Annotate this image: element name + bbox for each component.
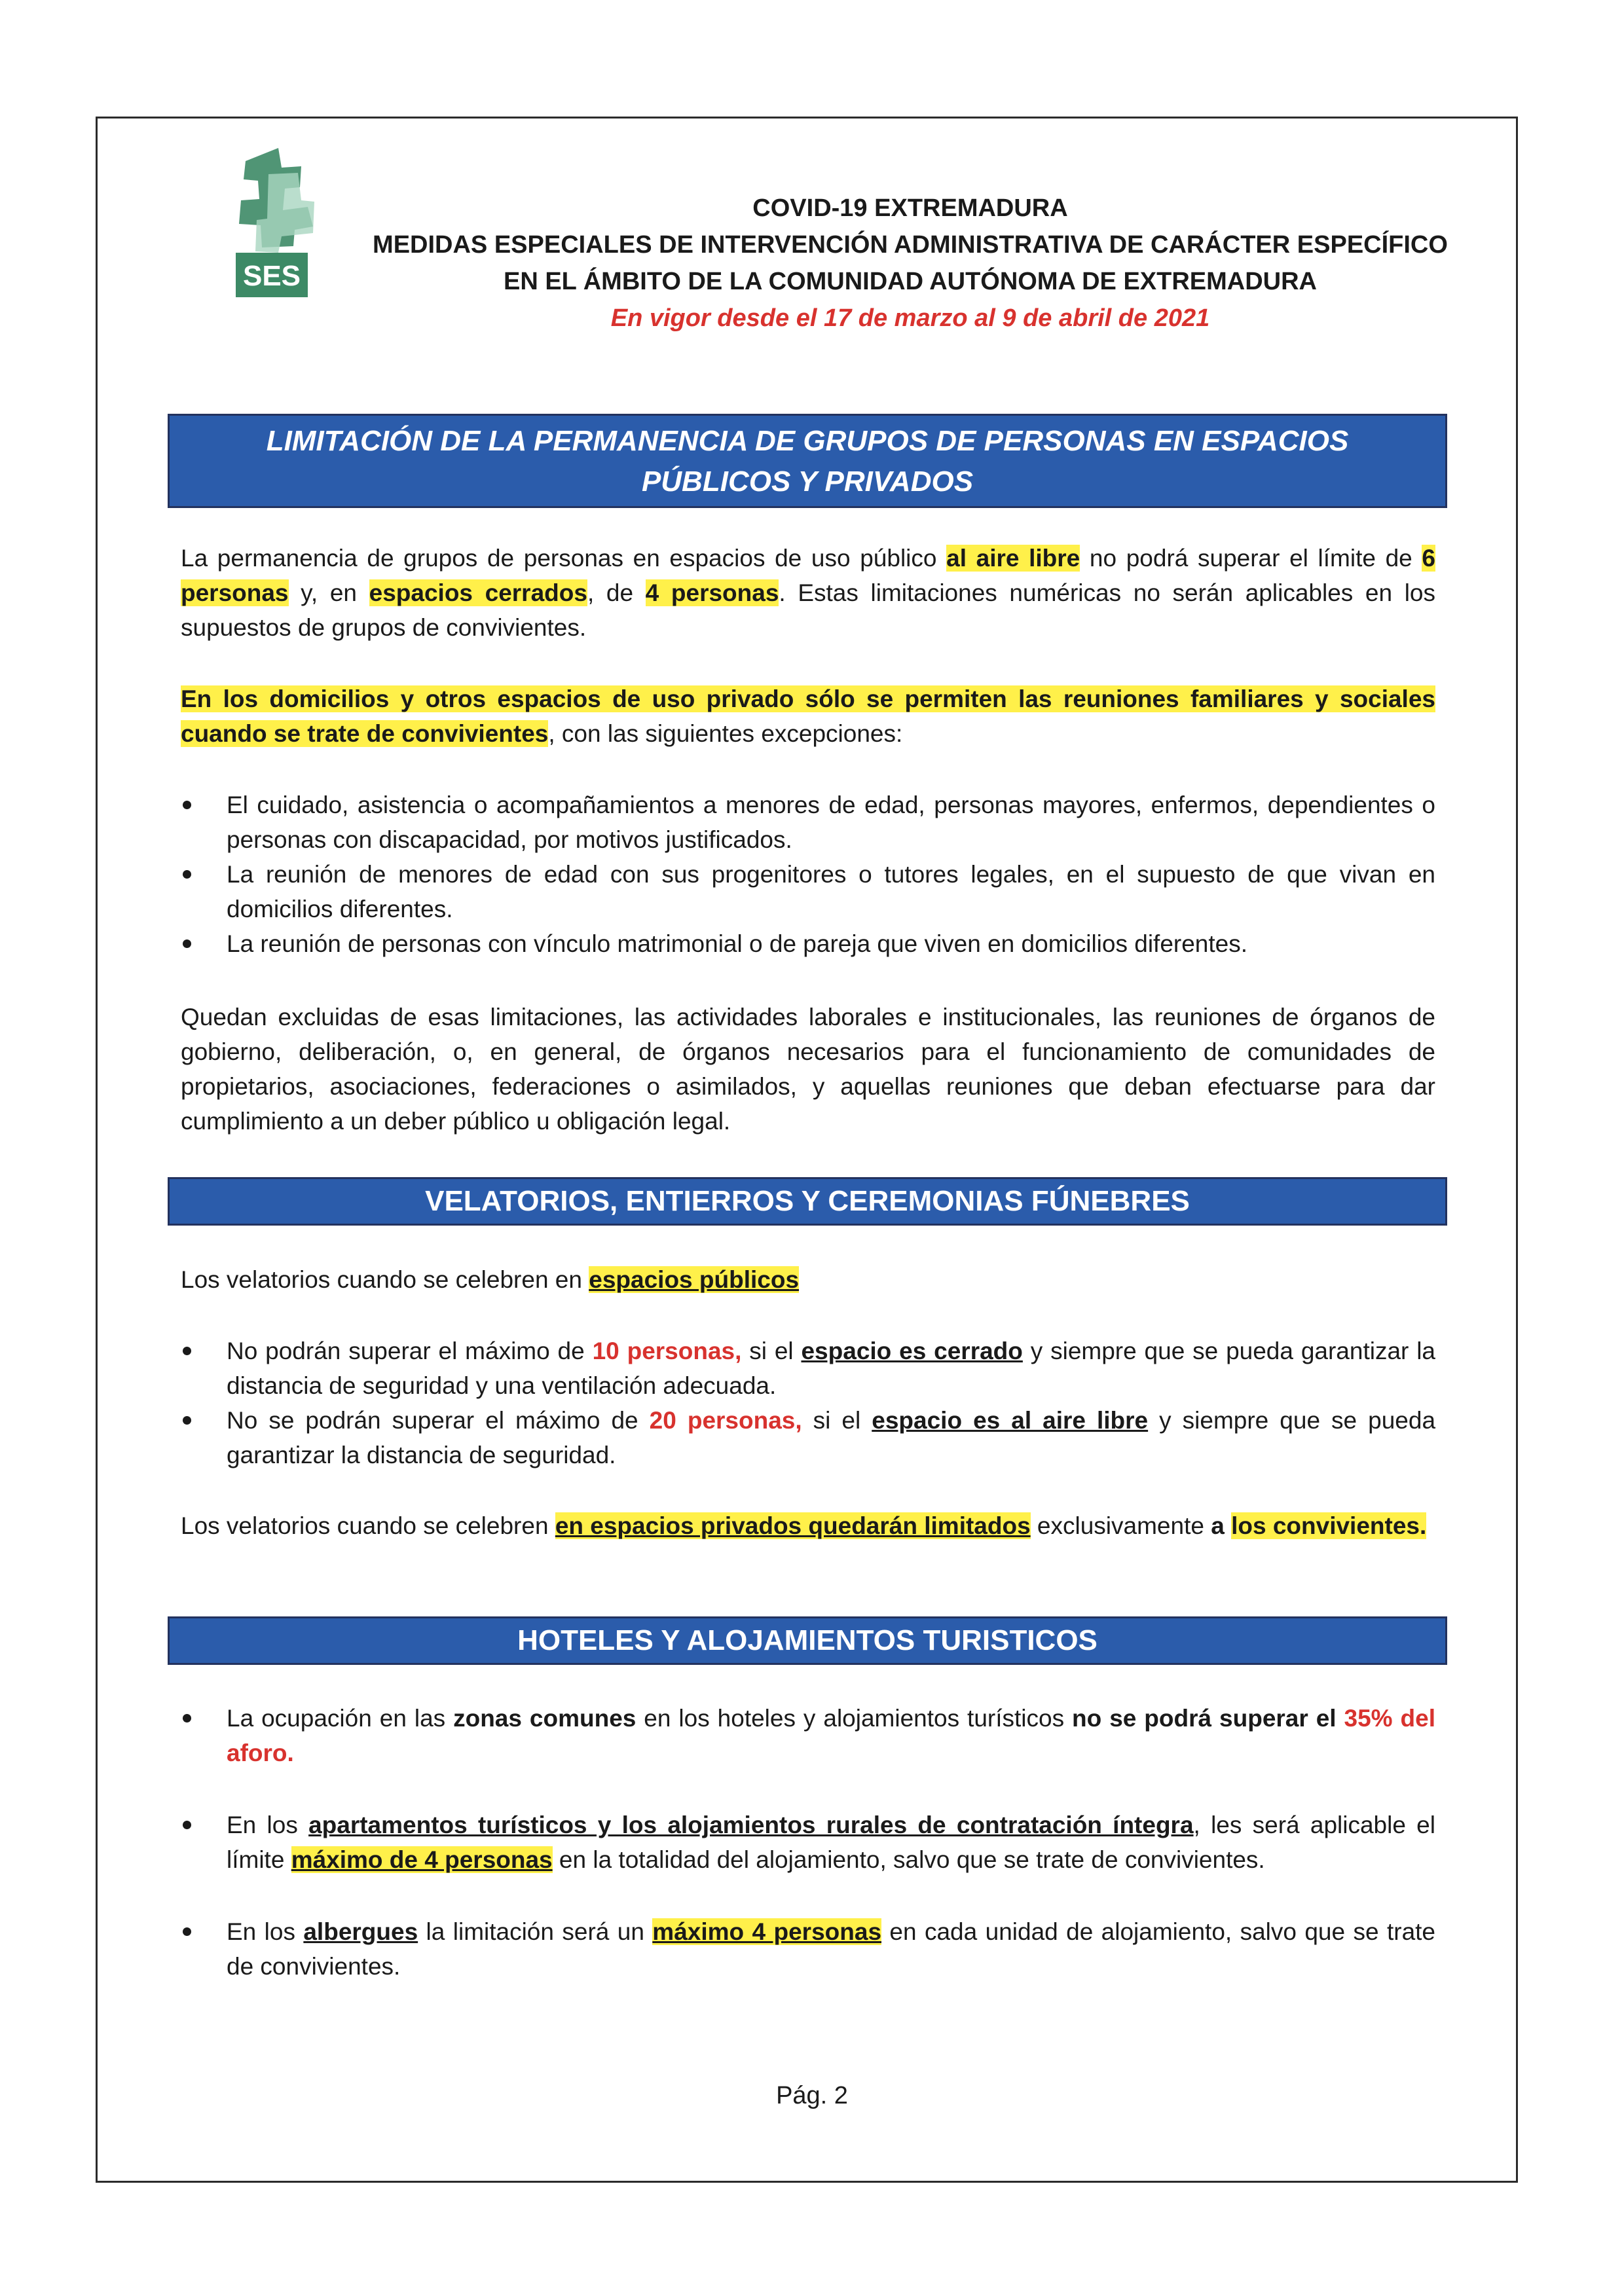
list-item [181, 1914, 1435, 1984]
text: La ocupación en las [227, 1705, 454, 1732]
underline-albergues: albergues [303, 1918, 418, 1945]
highlight-6-personas: 6 personas [181, 545, 1435, 606]
bullet-icon [183, 1821, 191, 1829]
red-10-personas: 10 personas, [592, 1338, 742, 1364]
highlight-domicilios: En los domicilios y otros espacios de uso privado sólo se permiten las reuniones familiares y sociales cuando se trate de convivientes [181, 685, 1435, 747]
highlight-aire-libre: al aire libre [946, 545, 1080, 572]
section-1-paragraph-3: Quedan excluidas de esas limitaciones, las actividades laborales e institucionales, las reuniones de órganos de gobierno, deliberación, o, en general, de órganos necesarios para el funcionamiento de comunidades de propietarios, asociaciones, federaciones o asimilados, y aquellas reuniones que deban efectuarse para dar cumplimiento a un deber público u obligación legal. [181, 1004, 1435, 1135]
highlight-convivientes: los convivientes. [1231, 1512, 1427, 1539]
highlight-espacios-publicos: espacios públicos [589, 1266, 800, 1293]
text: en cada unidad de alojamiento, salvo que se trate de convivientes. [227, 1918, 1436, 1980]
text: En los [227, 1918, 304, 1945]
list-item-text: La reunión de menores de edad con sus progenitores o tutores legales, en el supuesto de que vivan en domicilios diferentes. [227, 861, 1435, 922]
list-item-text: La reunión de personas con vínculo matrimonial o de pareja que viven en domicilios diferentes. [227, 930, 1248, 957]
section-2-list [181, 1334, 1435, 1472]
section-3-list [181, 1701, 1435, 1984]
text: En los [227, 1812, 309, 1838]
header-line-2: MEDIDAS ESPECIALES DE INTERVENCIÓN ADMINISTRATIVA DE CARÁCTER ESPECÍFICO [373, 231, 1448, 259]
text: si el [741, 1338, 802, 1364]
list-item [181, 788, 1435, 857]
document-header [347, 190, 1473, 337]
list-item-text: El cuidado, asistencia o acompañamientos a menores de edad, personas mayores, enfermos, dependientes o personas con discapacidad, por motivos justificados. [227, 792, 1435, 853]
section-1-exceptions-list [181, 788, 1435, 961]
text: y siempre que se pueda garantizar la distancia de seguridad y una ventilación adecuada. [227, 1338, 1436, 1399]
section-1-title [168, 414, 1447, 508]
list-item [181, 926, 1435, 961]
highlight-maximo-4-personas: máximo de 4 personas [291, 1846, 553, 1873]
bold-no-superar: no se podrá superar el [1072, 1705, 1344, 1732]
text: en los hoteles y alojamientos turísticos [636, 1705, 1073, 1732]
bullet-icon [183, 939, 191, 948]
red-35-aforo: 35% del aforo. [227, 1705, 1435, 1766]
bullet-icon [183, 1714, 191, 1722]
text: exclusivamente [1030, 1512, 1211, 1539]
underline-apartamentos: apartamentos turísticos y los alojamientos rurales de contratación íntegra [308, 1812, 1194, 1838]
section-1-title-line-2: PÚBLICOS Y PRIVADOS [641, 465, 974, 498]
text: No se podrán superar el máximo de [227, 1407, 650, 1434]
text: , con las siguientes excepciones: [548, 720, 903, 747]
list-item [181, 1403, 1435, 1472]
section-2-paragraph-1 [181, 1262, 1435, 1297]
underline-aire-libre: espacio es al aire libre [872, 1407, 1149, 1434]
text: y siempre que se pueda garantizar la distancia de seguridad. [227, 1407, 1436, 1468]
section-3-title: HOTELES Y ALOJAMIENTOS TURISTICOS [168, 1616, 1447, 1665]
underline-espacio-cerrado: espacio es cerrado [801, 1338, 1023, 1364]
red-20-personas: 20 personas, [649, 1407, 802, 1434]
section-2-title: VELATORIOS, ENTIERROS Y CEREMONIAS FÚNEBRES [168, 1177, 1447, 1226]
text-bold: a [1211, 1512, 1232, 1539]
list-item [181, 857, 1435, 926]
highlight-espacios-cerrados: espacios cerrados [369, 579, 587, 606]
text: No podrán superar el máximo de [227, 1338, 593, 1364]
list-item [181, 1334, 1435, 1403]
section-2-paragraph-2 [181, 1508, 1435, 1543]
text: Los velatorios cuando se celebren [181, 1512, 555, 1539]
text: . Estas limitaciones numéricas no serán aplicables en los supuestos de grupos de convivientes. [181, 579, 1436, 641]
text: en la totalidad del alojamiento, salvo que se trate de convivientes. [552, 1846, 1265, 1873]
text: , les será aplicable el límite [227, 1812, 1435, 1873]
header-dates: En vigor desde el 17 de marzo al 9 de abril de 2021 [610, 304, 1210, 332]
text: , de [587, 579, 646, 606]
text: la limitación será un [418, 1918, 653, 1945]
section-1-title-line-1: LIMITACIÓN DE LA PERMANENCIA DE GRUPOS DE PERSONAS EN ESPACIOS [266, 425, 1349, 457]
bullet-icon [183, 1927, 191, 1936]
section-1-paragraph-2 [181, 682, 1435, 751]
header-line-3: EN EL ÁMBITO DE LA COMUNIDAD AUTÓNOMA DE EXTREMADURA [503, 268, 1318, 295]
text: si el [802, 1407, 872, 1434]
bullet-icon [183, 870, 191, 879]
bullet-icon [183, 1347, 191, 1355]
text: Los velatorios cuando se celebren en [181, 1266, 589, 1293]
highlight-maximo-4-personas-albergues: máximo 4 personas [652, 1918, 882, 1945]
highlight-espacios-privados: en espacios privados quedarán limitados [555, 1512, 1031, 1539]
bold-zonas-comunes: zonas comunes [453, 1705, 637, 1732]
bullet-icon [183, 1416, 191, 1425]
section-1-paragraph-1 [181, 541, 1435, 645]
page-number: Pág. 2 [776, 2082, 848, 2109]
highlight-4-personas: 4 personas [645, 579, 779, 606]
text: no podrá superar el límite de [1080, 545, 1422, 572]
list-item [181, 1808, 1435, 1877]
ses-logo-icon [236, 148, 321, 306]
logo-text: SES [242, 260, 301, 292]
list-item [181, 1701, 1435, 1770]
header-line-1: COVID-19 EXTREMADURA [752, 194, 1068, 222]
text: La permanencia de grupos de personas en espacios de uso público [181, 545, 947, 572]
text: y, en [288, 579, 369, 606]
bullet-icon [183, 801, 191, 809]
